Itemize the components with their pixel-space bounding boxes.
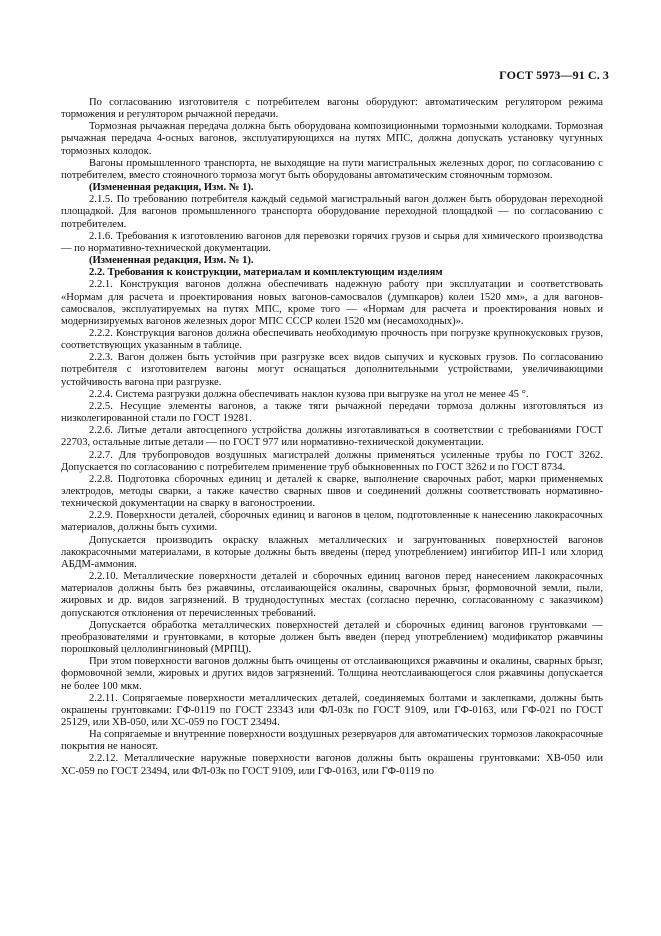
clause-2-2-1: 2.2.1. Конструкция вагонов должна обеспечивать надежную работу при эксплуатации и соответствовать «Нормам для расчета и проектирования новых вагонов-самосвалов (думпкаров) колеи 1520 мм», а для вагонов-самосвалов, эксплуатируемых на путях МПС, кроме того — «Нормам для расчета и проектирования новых и модернизируемых вагонов железных дорог МПС СССР колеи 1520 мм (несамоходных)». xyxy=(61,279,603,327)
amendment-note: (Измененная редакция, Изм. № 1). xyxy=(89,182,254,194)
clause-2-2-4: 2.2.4. Система разгрузки должна обеспечивать наклон кузова при выгрузке на угол не менее 45 °. xyxy=(89,388,529,400)
clause-2-2-8: 2.2.8. Подготовка сборочных единиц и деталей к сварке, выполнение сварочных работ, марки применяемых электродов, методы сварки, а также качество сварных швов и соединений должны соответствовать нормативно-технической документации на сварку в вагоностроении. xyxy=(61,473,603,510)
clause-2-2-3: 2.2.3. Вагон должен быть устойчив при разгрузке всех видов сыпучих и кусковых грузов. По согласованию потребителя с изготовителем вагоны могут оснащаться дополнительными устройствами, увеличивающими устойчивость вагона при разгрузке. xyxy=(61,352,603,388)
clause-2-2-9: 2.2.9. Поверхности деталей, сборочных единиц и вагонов в целом, подготовленные к нанесению лакокрасочных материалов, должны быть сухими. xyxy=(61,510,603,534)
section-heading-2-2: 2.2. Требования к конструкции, материалам и комплектующим изделиям xyxy=(89,267,443,279)
clause-2-2-12: 2.2.12. Металлические наружные поверхности вагонов должны быть окрашены грунтовками: ХВ-050 или ХС-059 по ГОСТ 23494, или ФЛ-03к по ГОСТ 9109, или ГФ-0163, или ГФ-0119 по xyxy=(61,753,603,777)
clause-2-2-2: 2.2.2. Конструкция вагонов должна обеспечивать необходимую прочность при погрузке крупнокусковых грузов, соответствующих указанным в таблице. xyxy=(61,327,603,352)
clause-2-2-7: 2.2.7. Для трубопроводов воздушных магистралей должны применяться усиленные трубы по ГОСТ 3262. Допускается по согласованию с потребителем применение труб обыкновенных по ГОСТ 3262 и по ГОСТ 8734. xyxy=(61,449,603,473)
paragraph-regulators: По согласованию изготовителя с потребителем вагоны оборудуют: автоматическим регулятором режима торможения и регулятором рычажной передачи. xyxy=(61,97,603,121)
amendment-note: (Измененная редакция, Изм. № 1). xyxy=(89,255,254,267)
clause-2-2-11: 2.2.11. Сопрягаемые поверхности металлических деталей, соединяемых болтами и заклепками, должны быть окрашены грунтовками: ГФ-0119 по ГОСТ 23343 или ФЛ-03к по ГОСТ 9109, или ГФ-0163, или ГФ-021 по ГОСТ 25129, или ХВ-050, или ХС-059 по ГОСТ 23494. xyxy=(61,692,603,728)
paragraph-air-reservoirs: На сопрягаемые и внутренние поверхности воздушных резервуаров для автоматических тормозов лакокрасочные покрытия не наносят. xyxy=(61,729,604,753)
paragraph-rust-thickness: При этом поверхности вагонов должны быть очищены от отслаивающихся ржавчины и окалины, сварных брызг, формовочной земли, жировых и других видов загрязнений. Толщина неотслаивающегося слоя ржавчины допускается не более 100 мкм. xyxy=(61,656,603,692)
paragraph-industrial-wagons: Вагоны промышленного транспорта, не выходящие на пути магистральных железных дорог, по согласованию с потребителем, вместо стояночного тормоза могут быть оборудованы автоматическим стояночным тормозом. xyxy=(61,157,603,181)
clause-2-1-5: 2.1.5. По требованию потребителя каждый седьмой магистральный вагон должен быть оборудован переходной площадкой. Для вагонов промышленного транспорта оборудование переходной площадкой — по согласованию с потребителем. xyxy=(61,194,603,230)
clause-2-2-10: 2.2.10. Металлические поверхности деталей и сборочных единиц вагонов перед нанесением лакокрасочных материалов должны быть без ржавчины, отслаивающейся окалины, сварочных брызг, формовочной земли, пыли, жировых и др. видов загрязнений. В труднодоступных местах (согласно перечню, согласованному с заказчиком) допускаются отклонения от перечисленных требований. xyxy=(61,571,603,619)
clause-2-2-5: 2.2.5. Несущие элементы вагонов, а также тяги рычажной передачи тормоза должны изготовляться из низколегированной стали по ГОСТ 19281. xyxy=(61,400,603,425)
paragraph-brake-linkage: Тормозная рычажная передача должна быть оборудована композиционными тормозными колодками. Тормозная рычажная передача 4-осных вагонов, эксплуатирующихся на путях МПС, должна допускать установку чугунных тормозных колодок. xyxy=(61,121,603,157)
clause-2-2-6: 2.2.6. Литые детали автосцепного устройства должны изготавливаться в соответствии с требованиями ГОСТ 22703, остальные литые детали — по ГОСТ 977 или нормативно-технической документации. xyxy=(61,425,603,449)
paragraph-wet-painting: Допускается производить окраску влажных металлических и загрунтованных поверхностей вагонов лакокрасочными материалами, в которые должны быть введены (перед употреблением) ингибитор ИП-1 или хлорид АБДМ-аммония. xyxy=(61,534,603,570)
clause-2-1-6: 2.1.6. Требования к изготовлению вагонов для перевозки горячих грузов и сырья для химического производства — по нормативно-технической документации. xyxy=(61,230,603,254)
paragraph-primer-converters: Допускается обработка металлических поверхностей деталей и сборочных единиц вагонов грунтовками — преобразователями и грунтовками, в которые должен быть введен (перед употреблением) модификатор ржавчины порошковый целлолингниновый (МРПЦ). xyxy=(61,619,603,656)
page-header: ГОСТ 5973—91 С. 3 xyxy=(499,68,609,82)
document-body xyxy=(61,97,603,778)
